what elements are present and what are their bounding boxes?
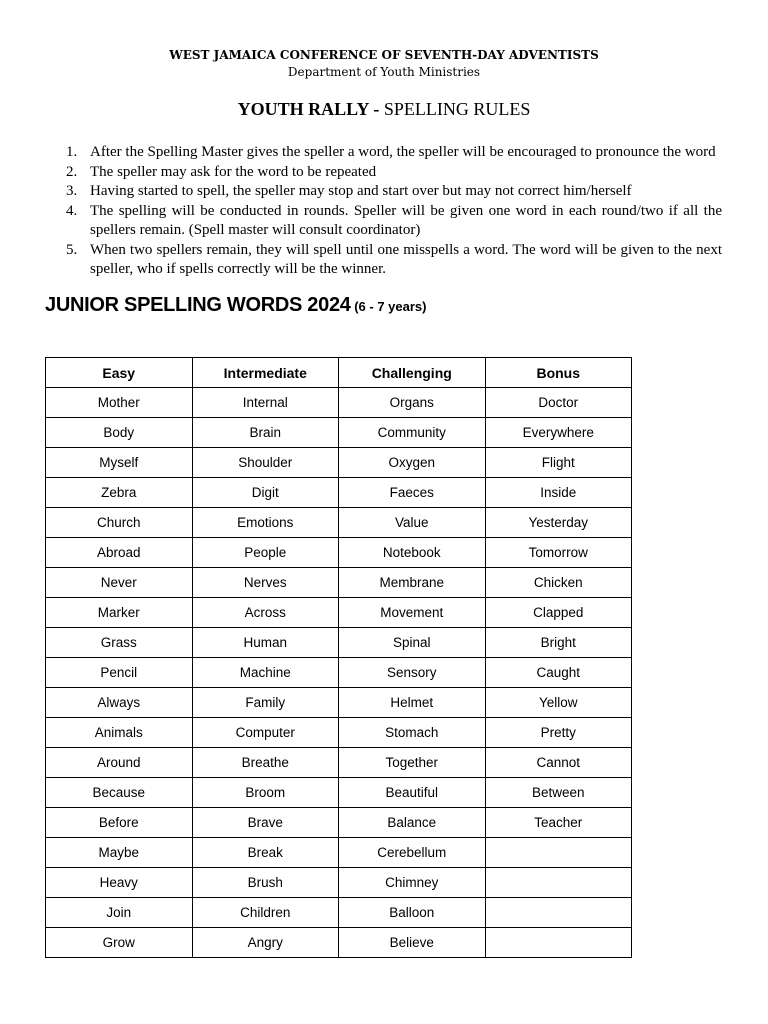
table-row (46, 838, 632, 868)
organization-name: WEST JAMAICA CONFERENCE OF SEVENTH-DAY ADVENTISTS (169, 48, 599, 62)
spelling-words-table (45, 357, 632, 958)
table-row (46, 538, 632, 568)
word-cell-challenging: Sensory (339, 658, 486, 688)
section-heading (45, 292, 745, 320)
word-cell-challenging: Oxygen (339, 448, 486, 478)
word-cell-bonus: Inside (485, 478, 632, 508)
word-cell-intermediate: Computer (192, 718, 339, 748)
rule-item (50, 202, 722, 241)
rules-list (50, 143, 722, 280)
rule-item (50, 241, 722, 280)
word-cell-challenging: Cerebellum (339, 838, 486, 868)
word-cell-challenging: Organs (339, 388, 486, 418)
word-cell-easy: Always (46, 688, 193, 718)
word-cell-bonus: Chicken (485, 568, 632, 598)
rule-item (50, 143, 722, 163)
word-cell-bonus: Cannot (485, 748, 632, 778)
table-row (46, 928, 632, 958)
word-cell-intermediate: Children (192, 898, 339, 928)
table-row (46, 598, 632, 628)
word-cell-easy: Myself (46, 448, 193, 478)
word-cell-intermediate: Breathe (192, 748, 339, 778)
rule-text: After the Spelling Master gives the speller a word, the speller will be encouraged to pronounce the word (90, 144, 716, 160)
rule-text: The speller may ask for the word to be repeated (90, 163, 377, 180)
title-rest: SPELLING RULES (379, 99, 531, 119)
word-cell-intermediate: Family (192, 688, 339, 718)
word-cell-challenging: Balloon (339, 898, 486, 928)
word-cell-bonus: Bright (485, 628, 632, 658)
word-cell-easy: Around (46, 748, 193, 778)
word-cell-intermediate: Emotions (192, 508, 339, 538)
table-row (46, 388, 632, 418)
word-cell-challenging: Chimney (339, 868, 486, 898)
word-cell-bonus (485, 928, 632, 958)
word-cell-bonus: Between (485, 778, 632, 808)
word-cell-intermediate: Internal (192, 388, 339, 418)
word-cell-intermediate: Brave (192, 808, 339, 838)
word-cell-easy: Maybe (46, 838, 193, 868)
word-cell-easy: Grow (46, 928, 193, 958)
table-body (46, 388, 632, 958)
word-cell-bonus: Caught (485, 658, 632, 688)
word-cell-intermediate: Brain (192, 418, 339, 448)
word-cell-challenging: Believe (339, 928, 486, 958)
age-range: (6 - 7 years) (350, 299, 427, 314)
word-cell-intermediate: Break (192, 838, 339, 868)
word-cell-bonus: Doctor (485, 388, 632, 418)
table-row (46, 868, 632, 898)
page-title (0, 98, 768, 120)
table-row (46, 748, 632, 778)
word-cell-intermediate: Across (192, 598, 339, 628)
word-cell-challenging: Faeces (339, 478, 486, 508)
table-row (46, 478, 632, 508)
word-cell-easy: Marker (46, 598, 193, 628)
table-row (46, 418, 632, 448)
word-cell-easy: Grass (46, 628, 193, 658)
word-cell-easy: Church (46, 508, 193, 538)
word-cell-intermediate: Broom (192, 778, 339, 808)
table-row (46, 628, 632, 658)
word-cell-intermediate: Nerves (192, 568, 339, 598)
word-cell-easy: Heavy (46, 868, 193, 898)
word-cell-easy: Never (46, 568, 193, 598)
rule-text: When two spellers remain, they will spell until one misspells a word. The word will be given to the next speller, who if spells correctly will be the winner. (90, 241, 722, 277)
word-cell-challenging: Stomach (339, 718, 486, 748)
word-cell-challenging: Beautiful (339, 778, 486, 808)
word-cell-challenging: Helmet (339, 688, 486, 718)
word-cell-bonus: Flight (485, 448, 632, 478)
word-cell-challenging: Community (339, 418, 486, 448)
word-cell-easy: Abroad (46, 538, 193, 568)
title-bold: YOUTH RALLY - (237, 99, 380, 119)
word-cell-easy: Join (46, 898, 193, 928)
word-cell-easy: Before (46, 808, 193, 838)
word-cell-intermediate: Angry (192, 928, 339, 958)
word-cell-easy: Animals (46, 718, 193, 748)
word-cell-bonus (485, 838, 632, 868)
word-cell-intermediate: Human (192, 628, 339, 658)
word-cell-bonus: Pretty (485, 718, 632, 748)
table-row (46, 778, 632, 808)
rule-number: 5. (66, 241, 78, 258)
table-row (46, 448, 632, 478)
word-cell-challenging: Notebook (339, 538, 486, 568)
table-row (46, 808, 632, 838)
section-heading-text: JUNIOR SPELLING WORDS 2024 (45, 294, 351, 316)
word-cell-bonus: Tomorrow (485, 538, 632, 568)
column-header-intermediate: Intermediate (192, 358, 339, 388)
table-row (46, 718, 632, 748)
word-cell-challenging: Movement (339, 598, 486, 628)
column-header-challenging: Challenging (339, 358, 486, 388)
word-cell-challenging: Together (339, 748, 486, 778)
word-cell-bonus: Clapped (485, 598, 632, 628)
table-header-row (46, 358, 632, 388)
word-cell-challenging: Value (339, 508, 486, 538)
rule-number: 4. (66, 202, 78, 219)
word-cell-intermediate: Shoulder (192, 448, 339, 478)
word-cell-bonus (485, 868, 632, 898)
word-cell-easy: Zebra (46, 478, 193, 508)
word-cell-bonus (485, 898, 632, 928)
word-cell-challenging: Membrane (339, 568, 486, 598)
table-row (46, 658, 632, 688)
word-cell-bonus: Everywhere (485, 418, 632, 448)
table-row (46, 568, 632, 598)
word-cell-bonus: Yesterday (485, 508, 632, 538)
department-name: Department of Youth Ministries (287, 65, 481, 79)
word-cell-easy: Body (46, 418, 193, 448)
rule-text: Having started to spell, the speller may stop and start over but may not correct him/herself (90, 183, 632, 199)
table-row (46, 688, 632, 718)
word-cell-challenging: Balance (339, 808, 486, 838)
column-header-bonus: Bonus (485, 358, 632, 388)
word-cell-easy: Pencil (46, 658, 193, 688)
word-cell-intermediate: Machine (192, 658, 339, 688)
table-row (46, 508, 632, 538)
rule-item (50, 163, 722, 183)
rule-number: 1. (66, 144, 78, 160)
rule-text: The spelling will be conducted in rounds. Speller will be given one word in each round/two if all the spellers remain. (Spell master will consult coordinator) (90, 202, 722, 238)
word-cell-intermediate: Brush (192, 868, 339, 898)
word-cell-challenging: Spinal (339, 628, 486, 658)
column-header-easy: Easy (46, 358, 193, 388)
rule-number: 2. (66, 163, 78, 180)
word-cell-bonus: Yellow (485, 688, 632, 718)
rule-item (50, 182, 722, 202)
rule-number: 3. (66, 183, 78, 199)
word-cell-intermediate: Digit (192, 478, 339, 508)
word-cell-bonus: Teacher (485, 808, 632, 838)
table-row (46, 898, 632, 928)
word-cell-intermediate: People (192, 538, 339, 568)
word-cell-easy: Because (46, 778, 193, 808)
word-cell-easy: Mother (46, 388, 193, 418)
